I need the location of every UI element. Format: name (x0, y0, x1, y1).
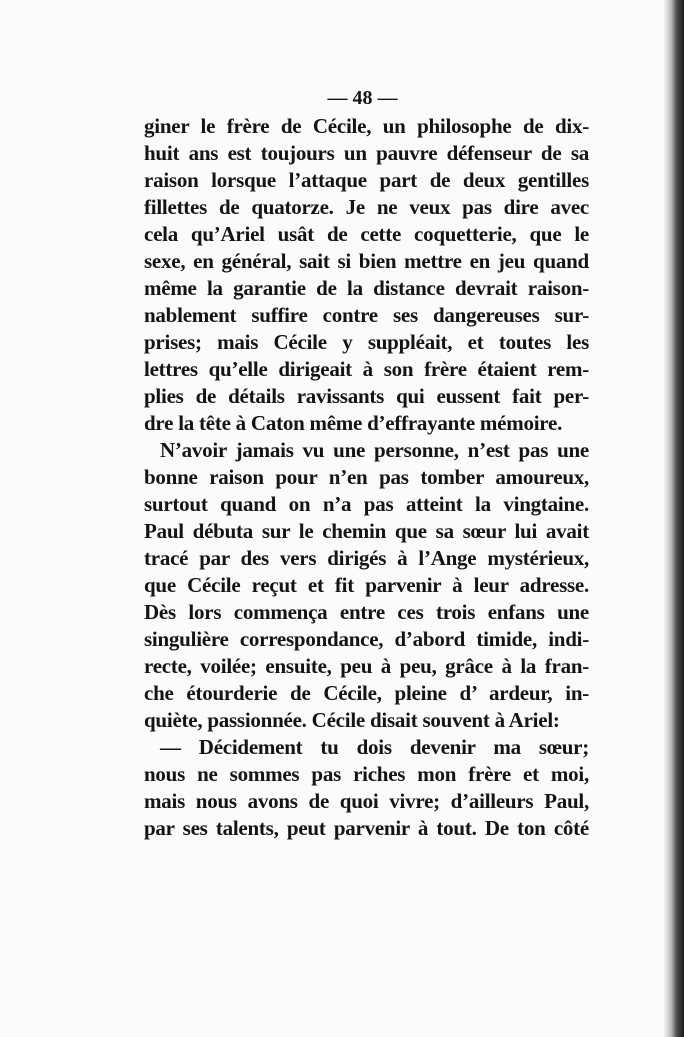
text-line: mais nous avons de quoi vivre; d’ailleurs Paul, (144, 789, 589, 813)
text-line: même la garantie de la distance devrait raison- (144, 276, 589, 300)
text-line: giner le frère de Cécile, un philosophe de dix- (144, 114, 589, 138)
text-line: plies de détails ravissants qui eussent fait per- (144, 384, 589, 408)
text-line: fillettes de quatorze. Je ne veux pas dire avec (144, 195, 589, 219)
text-line: nablement suffire contre ses dangereuses sur- (144, 303, 589, 327)
text-line: recte, voilée; ensuite, peu à peu, grâce à la fran- (144, 654, 589, 678)
text-line: par ses talents, peut parvenir à tout. De ton côté (144, 816, 589, 840)
text-line: sexe, en général, sait si bien mettre en jeu quand (144, 249, 589, 273)
text-line: bonne raison pour n’en pas tomber amoureux, (144, 465, 589, 489)
dialogue-line: — Décidement tu dois devenir ma sœur; (160, 735, 589, 759)
text-line: Paul débuta sur le chemin que sa sœur lui avait (144, 519, 589, 543)
page-edge-shadow (664, 0, 684, 1037)
text-line: tracé par des vers dirigés à l’Ange mystérieux, (144, 546, 589, 570)
text-line: lettres qu’elle dirigeait à son frère étaient rem- (144, 357, 589, 381)
text-line: huit ans est toujours un pauvre défenseur de sa (144, 141, 589, 165)
page-number: — 48 — (327, 87, 398, 109)
text-line: que Cécile reçut et fit parvenir à leur adresse. (144, 573, 589, 597)
paragraph-start-line: N’avoir jamais vu une personne, n’est pas une (160, 438, 589, 462)
text-line: raison lorsque l’attaque part de deux gentilles (144, 168, 589, 192)
text-line: Dès lors commença entre ces trois enfans une (144, 600, 589, 624)
body-text (144, 113, 589, 842)
text-line: prises; mais Cécile y suppléait, et toutes les (144, 330, 589, 354)
text-line: surtout quand on n’a pas atteint la vingtaine. (144, 492, 589, 516)
paragraph-end-line: dre la tête à Caton même d’effrayante mémoire. (144, 411, 563, 435)
text-line: singulière correspondance, d’abord timide, indi- (144, 627, 589, 651)
text-line: nous ne sommes pas riches mon frère et moi, (144, 762, 589, 786)
paragraph-end-line: quiète, passionnée. Cécile disait souvent à Ariel: (144, 708, 560, 732)
text-line: cela qu’Ariel usât de cette coquetterie, que le (144, 222, 589, 246)
text-line: che étourderie de Cécile, pleine d’ ardeur, in- (144, 681, 589, 705)
